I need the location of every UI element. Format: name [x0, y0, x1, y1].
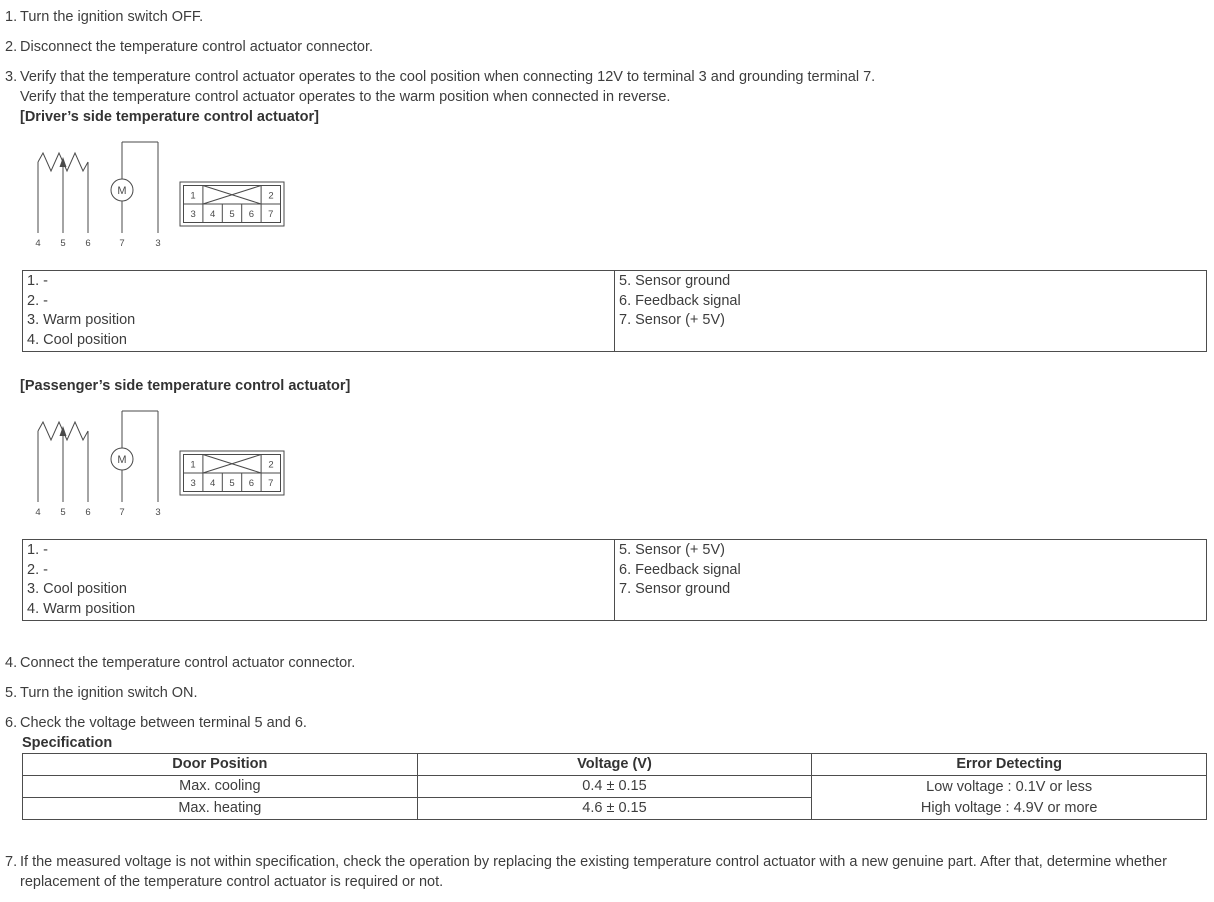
connector-pin-label: 4 [209, 478, 216, 489]
passenger-terminal-table [22, 539, 1207, 621]
motor-label: M [117, 454, 127, 466]
terminal-line: 3. Cool position [27, 581, 127, 597]
terminal-label: 5 [60, 238, 66, 249]
connector-pin-label: 1 [190, 190, 196, 202]
step-text: Disconnect the temperature control actuator connector. [20, 39, 374, 55]
column-header-voltage: Voltage (V) [417, 754, 812, 776]
step-text: Turn the ignition switch OFF. [20, 9, 204, 25]
driver-actuator-heading: [Driver’s side temperature control actuator] [20, 109, 319, 125]
step-2 [5, 37, 1205, 57]
passenger-terminals-left-cell [23, 540, 615, 621]
step-text: If the measured voltage is not within specification, check the operation by replacing the existing temperature control actuator with a new genuine part. After that, determine whether replacement of the temperature control actuator is required or not. [20, 854, 1167, 890]
connector-pin-label: 2 [268, 459, 274, 471]
step-1 [5, 7, 1205, 27]
driver-terminals-right-cell [615, 271, 1207, 352]
step-7 [5, 852, 1205, 892]
terminal-label: 7 [119, 507, 125, 518]
driver-actuator-circuit-diagram [30, 136, 292, 251]
passenger-actuator-circuit-diagram [30, 405, 292, 520]
connector-pin-label: 4 [209, 209, 216, 220]
step-number: 1. [5, 9, 18, 25]
door-position-cell: Max. cooling [23, 776, 418, 798]
connector-pin-label: 7 [268, 209, 274, 220]
motor-label: M [117, 185, 127, 197]
specification-label: Specification [22, 735, 113, 751]
wiper-arrow [60, 157, 67, 167]
table-header-row [23, 754, 1207, 776]
terminal-line: 7. Sensor (+ 5V) [619, 312, 725, 328]
terminal-line: 6. Feedback signal [619, 292, 741, 309]
connector-pin-label: 6 [248, 209, 255, 220]
wiper-arrow [60, 426, 67, 436]
step-text: Check the voltage between terminal 5 and 6. [20, 715, 307, 731]
terminal-line: 3. Warm position [27, 312, 136, 328]
table-row [23, 540, 1207, 621]
terminal-label: 3 [155, 507, 161, 518]
terminal-line: 7. Sensor ground [619, 581, 731, 597]
error-line: High voltage : 4.9V or more [920, 799, 1098, 816]
terminal-line: 5. Sensor ground [619, 273, 731, 289]
step-number: 4. [5, 655, 18, 671]
terminal-line: 4. Warm position [27, 600, 136, 617]
driver-terminals-left-cell [23, 271, 615, 352]
step-5 [5, 683, 1205, 703]
step-text: Turn the ignition switch ON. [20, 685, 198, 701]
step-text: Connect the temperature control actuator connector. [20, 655, 356, 671]
driver-terminal-table [22, 270, 1207, 352]
terminal-label: 6 [85, 238, 91, 249]
terminal-line: 2. - [27, 292, 48, 309]
step-number: 2. [5, 39, 18, 55]
terminal-label: 4 [35, 507, 41, 518]
terminal-label: 6 [85, 507, 91, 518]
terminal-label: 4 [35, 238, 41, 249]
connector-pin-label: 5 [229, 209, 235, 220]
step-text-line1: Verify that the temperature control actuator operates to the cool position when connecting 12V to terminal 3 and grounding terminal 7. [20, 69, 876, 85]
connector-pin-label: 2 [268, 190, 274, 202]
step-3 [5, 67, 1205, 621]
terminal-label: 7 [119, 238, 125, 249]
passenger-actuator-heading: [Passenger’s side temperature control actuator] [20, 378, 351, 394]
specification-table [22, 753, 1207, 820]
terminal-line: 6. Feedback signal [619, 561, 741, 578]
terminal-label: 5 [60, 507, 66, 518]
step-6 [5, 713, 1205, 820]
connector-pin-label: 1 [190, 459, 196, 471]
connector-pin-label: 6 [248, 478, 255, 489]
terminal-line: 1. - [27, 273, 48, 289]
voltage-cell: 0.4 ± 0.15 [417, 776, 812, 798]
step-4 [5, 653, 1205, 673]
step-number: 5. [5, 685, 18, 701]
step-number: 3. [5, 69, 18, 85]
door-position-cell: Max. heating [23, 798, 418, 820]
column-header-door-position: Door Position [23, 754, 418, 776]
table-row [23, 776, 1207, 798]
terminal-line: 1. - [27, 542, 48, 558]
connector-pin-label: 7 [268, 478, 274, 489]
step-number: 6. [5, 715, 18, 731]
terminal-line: 4. Cool position [27, 331, 127, 348]
error-detecting-cell [812, 776, 1207, 820]
terminal-label: 3 [155, 238, 161, 249]
table-row [23, 271, 1207, 352]
step-text-line2: Verify that the temperature control actuator operates to the warm position when connected in reverse. [20, 89, 671, 105]
step-number: 7. [5, 854, 18, 870]
connector-pin-label: 5 [229, 478, 235, 489]
terminal-line: 5. Sensor (+ 5V) [619, 542, 725, 558]
error-line: Low voltage : 0.1V or less [926, 778, 1093, 795]
terminal-line: 2. - [27, 561, 48, 578]
passenger-terminals-right-cell [615, 540, 1207, 621]
connector-pin-label: 3 [190, 478, 196, 489]
connector-pin-label: 3 [190, 209, 196, 220]
voltage-cell: 4.6 ± 0.15 [417, 798, 812, 820]
column-header-error-detecting: Error Detecting [812, 754, 1207, 776]
